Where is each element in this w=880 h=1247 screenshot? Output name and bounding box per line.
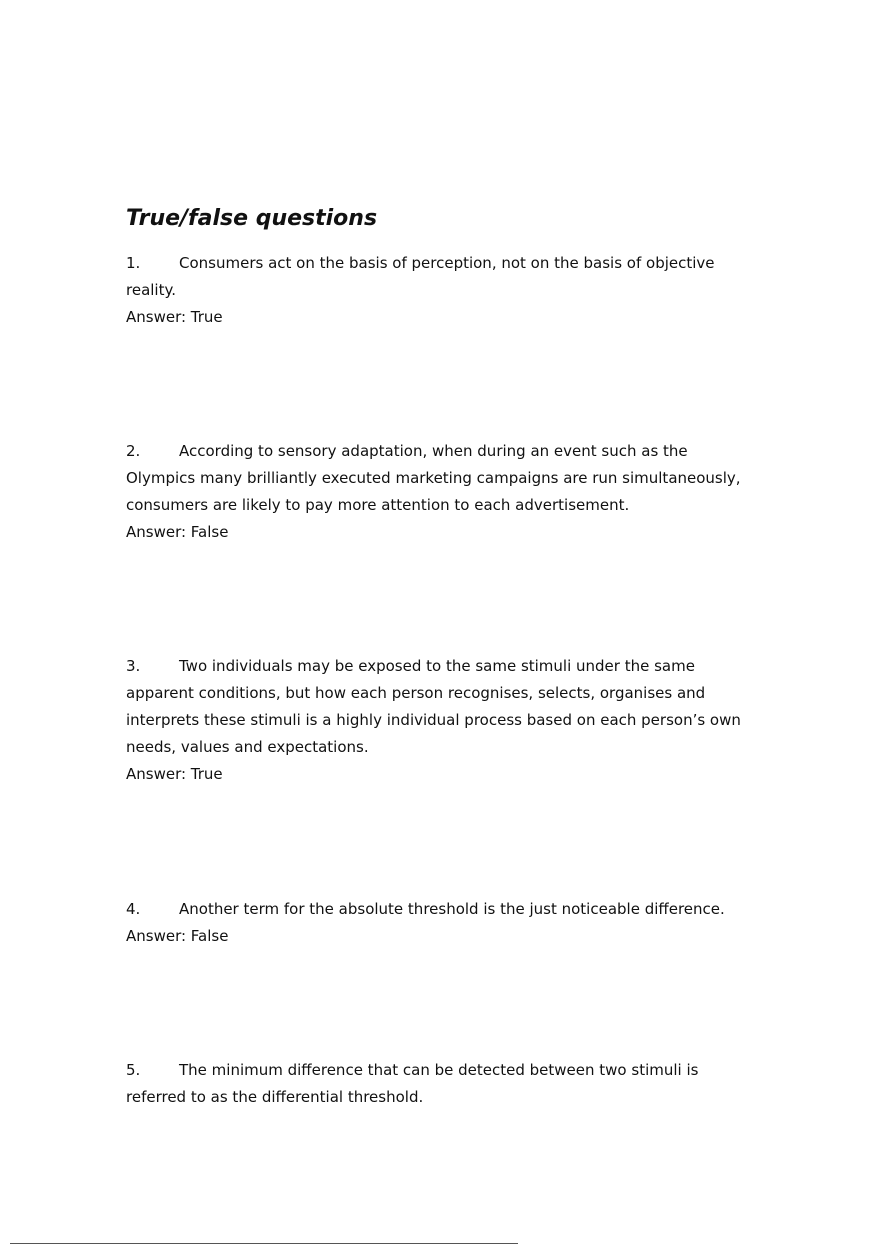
- question-text: [126, 896, 746, 923]
- question-item: [126, 250, 746, 331]
- question-text: [126, 438, 746, 519]
- question-item: [126, 653, 746, 788]
- question-body: Two individuals may be exposed to the same stimuli under the same apparent conditions, but how each person recognises, selects, organises and interprets these stimuli is a highly individual process based on each person’s own needs, values and expectations.: [126, 657, 741, 756]
- question-text: [126, 250, 746, 304]
- question-body: Consumers act on the basis of perception, not on the basis of objective reality.: [126, 254, 715, 299]
- question-text: [126, 653, 746, 761]
- question-body: The minimum difference that can be detected between two stimuli is referred to as the differential threshold.: [126, 1061, 699, 1106]
- question-item: [126, 438, 746, 546]
- question-answer: Answer: True: [126, 765, 223, 783]
- question-item: [126, 896, 746, 950]
- question-answer: Answer: False: [126, 927, 229, 945]
- question-body: According to sensory adaptation, when during an event such as the Olympics many brilliantly executed marketing campaigns are run simultaneously, consumers are likely to pay more attention to each advertisement.: [126, 442, 741, 514]
- question-number: 3.: [126, 657, 141, 675]
- footer-rule: [10, 1243, 518, 1244]
- question-answer: Answer: True: [126, 308, 223, 326]
- question-answer: Answer: False: [126, 523, 229, 541]
- question-text: [126, 1057, 746, 1111]
- question-body: Another term for the absolute threshold is the just noticeable difference.: [179, 900, 725, 918]
- question-item: [126, 1057, 746, 1111]
- section-heading: True/false questions: [126, 206, 378, 231]
- question-number: 2.: [126, 442, 141, 460]
- question-number: 5.: [126, 1061, 141, 1079]
- question-number: 1.: [126, 254, 141, 272]
- question-number: 4.: [126, 900, 141, 918]
